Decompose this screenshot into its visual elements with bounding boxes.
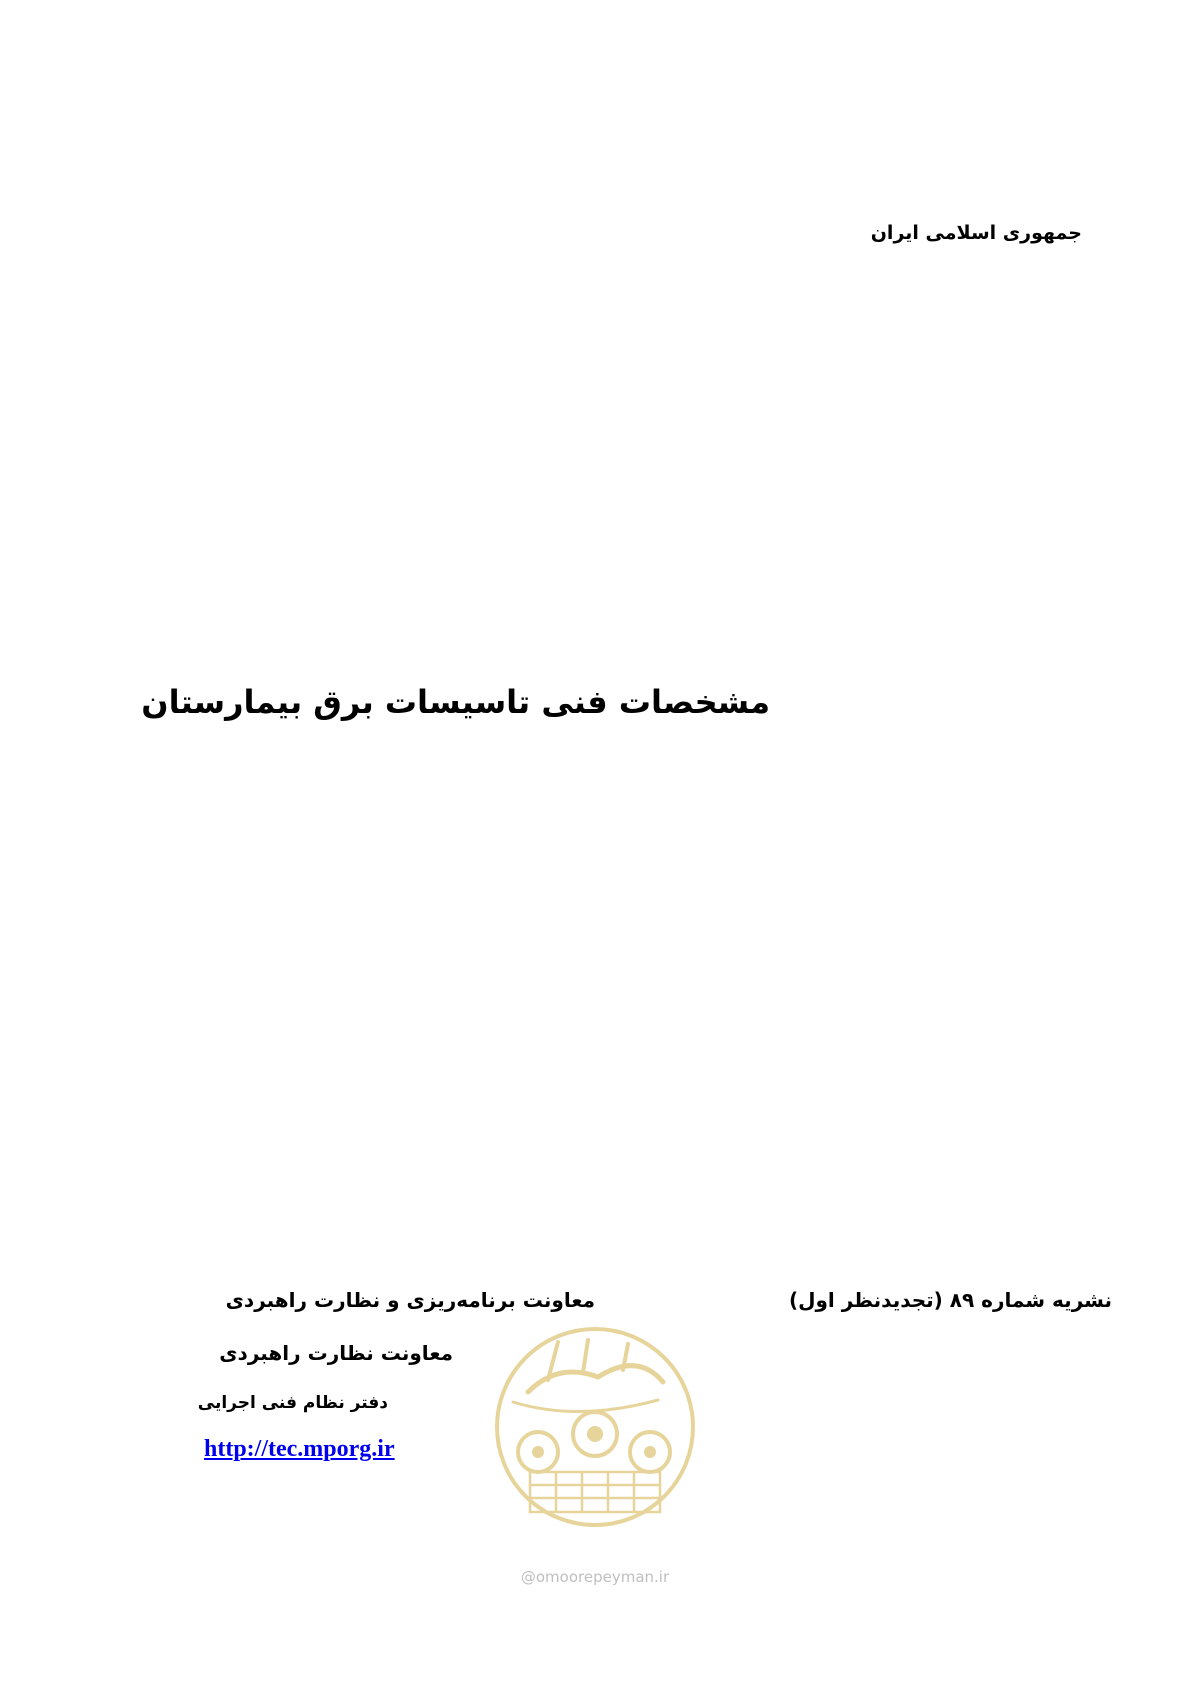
publication-number: نشریه شماره ۸۹ (تجدیدنظر اول) — [788, 1288, 1112, 1312]
watermark-site: @omoorepeyman.ir — [520, 1568, 670, 1586]
office-label: دفتر نظام فنی اجرایی — [197, 1393, 388, 1413]
watermark-logo — [488, 1322, 702, 1592]
website-link[interactable]: http://tec.mporg.ir — [204, 1436, 395, 1462]
document-title: مشخصات فنی تاسیسات برق بیمارستان — [141, 683, 770, 721]
country-name: جمهوری اسلامی ایران — [870, 222, 1082, 244]
deputy-planning-label: معاونت برنامه‌ریزی و نظارت راهبردی — [225, 1288, 595, 1312]
deputy-supervision-label: معاونت نظارت راهبردی — [219, 1341, 453, 1365]
